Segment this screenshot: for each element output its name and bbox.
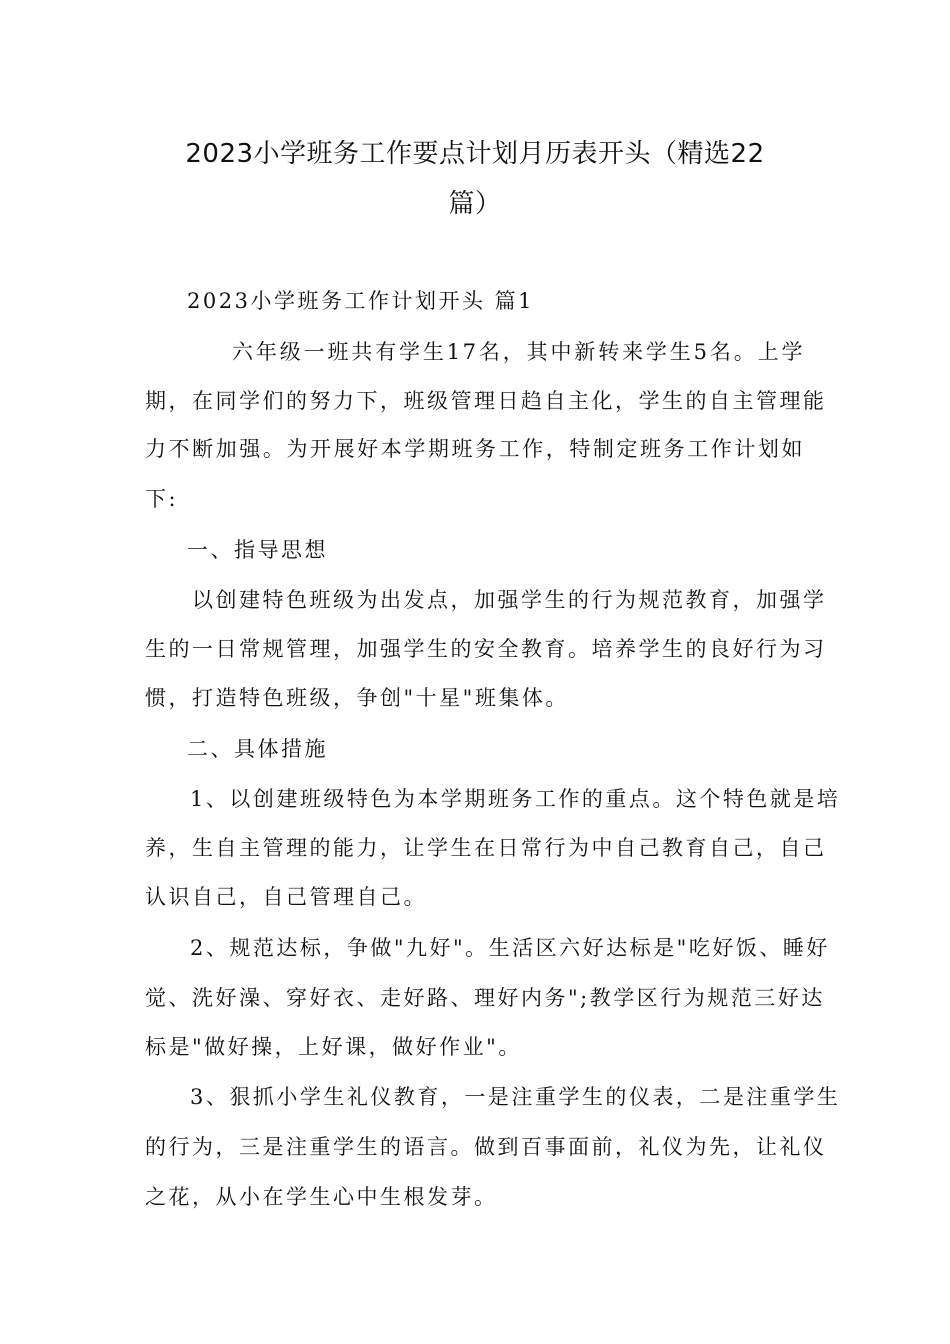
item-3-line-2: 的行为，三是注重学生的语言。做到百事面前，礼仪为先，让礼仪 [145,1135,827,1159]
item-2-line-1: 2、规范达标，争做"九好"。生活区六好达标是"吃好饭、睡好 [190,936,830,960]
section-2-title: 二、具体措施 [187,737,328,761]
item-2-line-3: 标是"做好操，上好课，做好作业"。 [145,1035,522,1059]
intro-line-3: 力不断加强。为开展好本学期班务工作，特制定班务工作计划如 [145,437,805,461]
intro-line-1: 六年级一班共有学生17名，其中新转来学生5名。上学 [232,340,805,364]
item-1-line-3: 认识自己，自己管理自己。 [145,885,427,909]
item-1-line-1: 1、以创建班级特色为本学期班务工作的重点。这个特色就是培 [190,787,841,811]
section-1-line-1: 以创建特色班级为出发点，加强学生的行为规范教育，加强学 [192,588,827,612]
item-1-line-2: 养，生自主管理的能力，让学生在日常行为中自己教育自己，自己 [145,836,827,860]
intro-line-4: 下: [145,487,179,511]
section-1-line-3: 惯，打造特色班级，争创"十星"班集体。 [145,686,569,710]
section-heading: 2023小学班务工作计划开头 篇1 [187,289,534,313]
item-2-line-2: 觉、洗好澡、穿好衣、走好路、理好内务";教学区行为规范三好达 [145,986,825,1010]
item-3-line-1: 3、狠抓小学生礼仪教育，一是注重学生的仪表，二是注重学生 [190,1085,841,1109]
section-1-line-2: 生的一日常规管理，加强学生的安全教育。培养学生的良好行为习 [145,637,827,661]
document-title-line-2: 篇） [448,189,502,219]
intro-line-2: 期，在同学们的努力下，班级管理日趋自主化，学生的自主管理能 [145,389,827,413]
document-title-line-1: 2023小学班务工作要点计划月历表开头（精选22 [185,139,765,169]
section-1-title: 一、指导思想 [187,538,328,562]
item-3-line-3: 之花，从小在学生心中生根发芽。 [145,1185,498,1209]
